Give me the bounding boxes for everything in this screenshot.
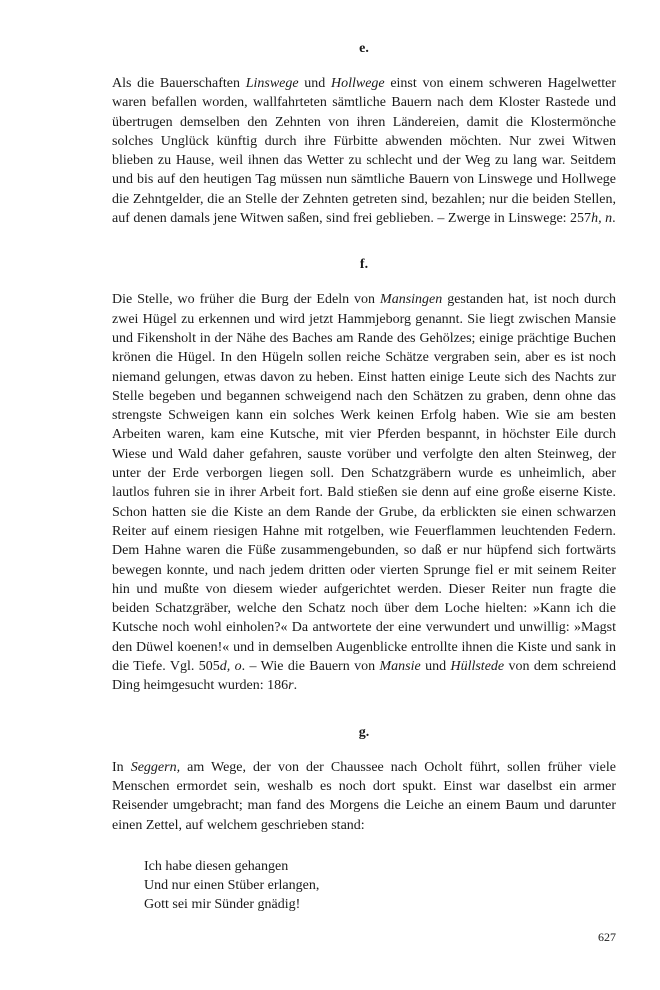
- poem-line: Gott sei mir Sünder gnädig!: [144, 897, 301, 913]
- poem-line: Und nur einen Stüber erlangen,: [144, 878, 320, 894]
- section-text-e: Als die Bauerschaften Linswege und Hollwege einst von einem schweren Hagelwetter waren befallen worden, wallfahrteten sämtliche Bauern nach dem Kloster Rastede und übertrugen demselben den Zehnten von ihren Ländereien, damit die Klostermönche solches Unglück künftig durch ihre Fürbitte abwenden möchten. Nur zwei Witwen blieben zu Hause, weil ihnen das Wetter zu schlecht und der Weg zu lang war. Seitdem und bis auf den heutigen Tag müssen nun sämtliche Bauern von Linswege und Hollwege die Zehntgelder, die an Stelle der Zehnten getreten sind, bezahlen; nur die beiden Stellen, auf denen damals jene Witwen saßen, sind frei geblieben. – Zwerge in Linswege: 257h, n.: [112, 76, 617, 227]
- section-heading-g: g.: [358, 724, 370, 740]
- section-text-g: In Seggern, am Wege, der von der Chaussee nach Ocholt führt, sollen früher viele Menschen ermordet sein, weshalb es noch dort spukt. Einst war daselbst ein armer Reisender umgebracht; man fand des Morgens die Leiche an einem Baum und darunter einen Zettel, auf welchem geschrieben stand:: [112, 759, 617, 833]
- section-g: [112, 724, 616, 915]
- section-f: [112, 256, 616, 695]
- poem-line: Ich habe diesen gehangen: [144, 858, 289, 874]
- section-heading-e: e.: [359, 41, 369, 56]
- section-heading-f: f.: [359, 257, 369, 273]
- page-number: 627: [598, 930, 616, 944]
- poem: [144, 857, 616, 915]
- section-text-f: Die Stelle, wo früher die Burg der Edeln von Mansingen gestanden hat, ist noch durch zwei Hügel zu erkennen und wird jetzt Hammjeborg genannt. Sie liegt zwischen Mansie und Fikensholt in der Nähe des Baches am Rande des Gehölzes; einige prächtige Buchen krönen die Hügel. In den Hügeln sollen reiche Schätze vergraben sein, aber es ist noch niemand gelungen, etwas davon zu heben. Einst hatten einige Leute sich des Nachts zur Stelle begeben und begannen schweigend nach den Schätzen zu graben, denn ohne das strengste Schweigen kann ein solches Werk keinen Erfolg haben. Wie sie am besten Arbeiten waren, kam eine Kutsche, mit vier Pferden bespannt, in höchster Eile durch Wiese und Wald daher gefahren, sauste vorüber und verfolgte den alten Steinweg, der unter der Erde verborgen liegen soll. Den Schatzgräbern wurde es unheimlich, aber lautlos fuhren sie in ihrer Arbeit fort. Bald stießen sie denn auf eine große eiserne Kiste. Schon hatten sie die Kiste an dem Rande der Grube, da erblickten sie einen schwarzen Reiter auf einem riesigen Hahne mit rotgelben, wie Feuerflammen leuchtenden Federn. Dem Hahne waren die Füße zusammengebunden, so daß er nur hüpfend sich fortwärts bewegen konnte, und nach jedem dritten oder vierten Sprunge fiel er mit seinem Reiter hin und mußte von diesem wieder aufgerichtet werden. Dieser Reiter nun fragte die beiden Schatzgräber, welche den Schatz noch über dem Loche hielten: »Kann ich die Kutsche noch wohl einholen?« Da antwortete der eine verwundert und unwillig: »Magst den Düwel koenen!« und in demselben Augenblicke entrollte ihnen die Kiste und sank in die Tiefe. Vgl. 505d, o. – Wie die Bauern von Mansie und Hüllstede von dem schreiend Ding heimgesucht wurden: 186r.: [112, 292, 617, 694]
- page-content: [112, 40, 616, 943]
- section-e: [112, 40, 616, 228]
